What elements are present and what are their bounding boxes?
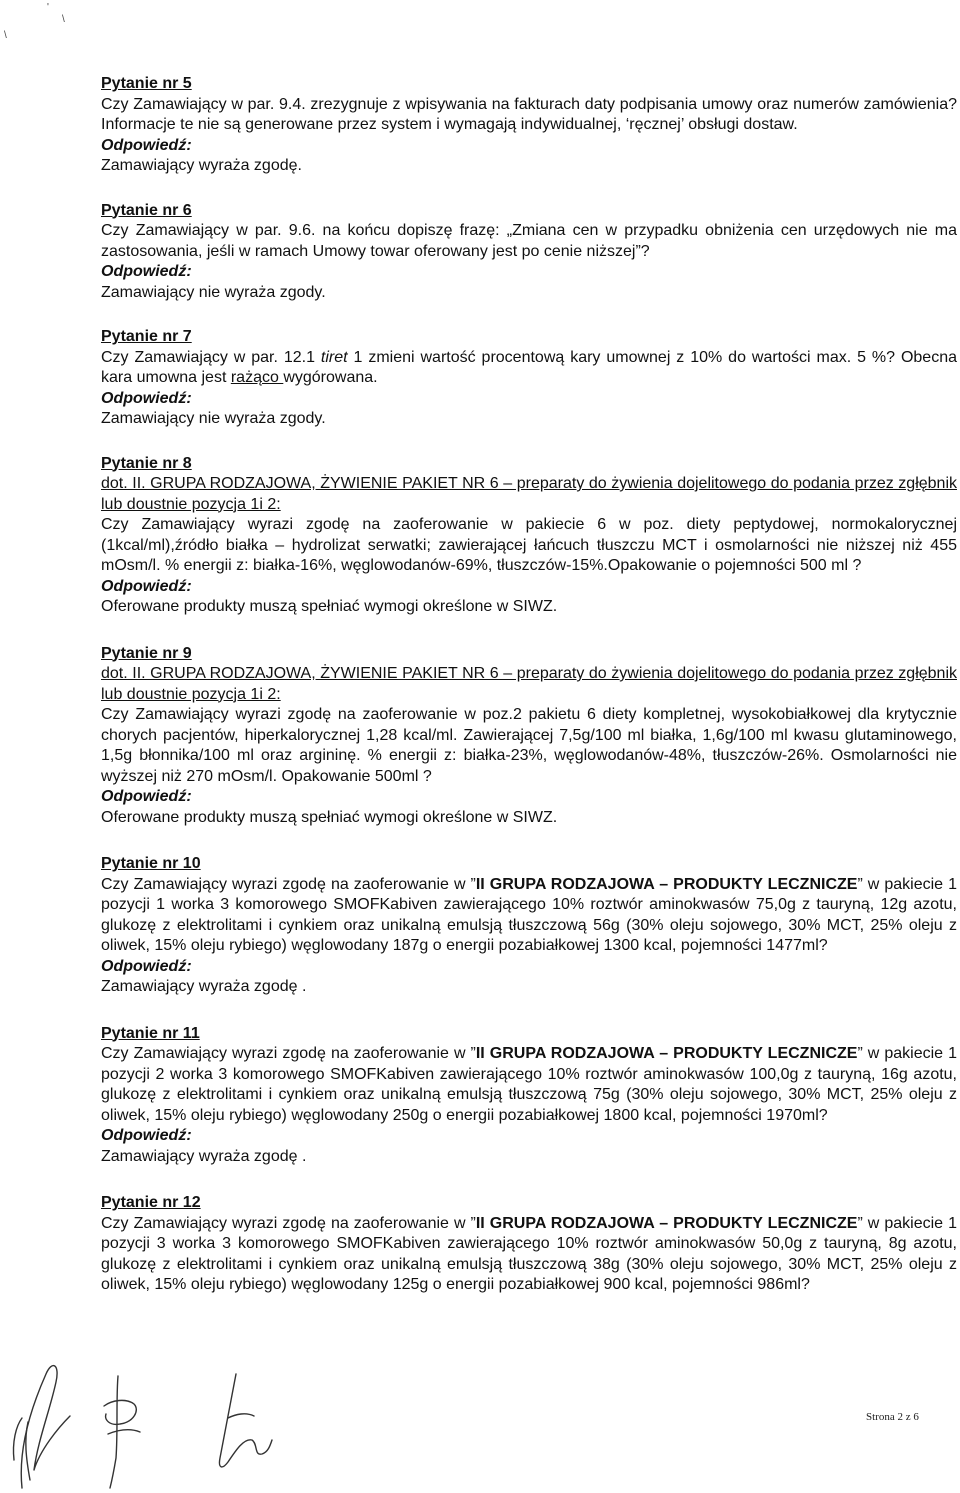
question-body: Czy Zamawiający w par. 9.6. na końcu dopiszę frazę: „Zmiana cen w przypadku obniżenia cen urzędowych nie ma zastosowania, jeśli w ramach Umowy towar oferowany jest po cenie niższej”? — [101, 222, 957, 260]
body-part: wygórowana. — [283, 369, 378, 386]
question-heading: Pytanie nr 5 — [101, 75, 192, 92]
question-body: Czy Zamawiający w par. 9.4. zrezygnuje z wpisywania na fakturach daty podpisania umowy oraz numerów zamówienia? Informacje te nie są generowane przez system i wymagają indywidualnej, ‘ręcznej’ obsługi dostaw. — [101, 95, 957, 133]
scan-mark: \ — [4, 30, 7, 41]
answer-text: Zamawiający wyraża zgodę . — [101, 1147, 307, 1165]
body-italic: tiret — [320, 348, 348, 366]
question-heading: Pytanie nr 11 — [101, 1024, 200, 1042]
question-body: Czy Zamawiający wyrazi zgodę na zaoferowanie w poz.2 pakietu 6 diety kompletnej, wysokobiałkowej dla krytycznie chorych pacjentów, hiperkalorycznej 1,28 kcal/ml. Zawierającej 7,5g/100 ml białka, 1,6g/100 ml kwasu glutaminowego, 1,5g błonnika/100 ml oraz argininę. % energii z: białka-23%, węglowodanów-48%, tłuszczów-26%. Osmolarności nie wyższej niż 270 mOsm/l. Opakowanie 500ml ? — [101, 706, 957, 785]
page-number: Strona 2 z 6 — [866, 1411, 919, 1423]
question-9 — [101, 644, 957, 829]
question-reference: dot. II. GRUPA RODZAJOWA, ŻYWIENIE PAKIET NR 6 – preparaty do żywienia dojelitowego do podania przez zgłębnik lub doustnie pozycja 1i 2: — [101, 475, 957, 513]
answer-text: Zamawiający nie wyraża zgody. — [101, 410, 326, 427]
question-body — [101, 348, 957, 389]
answer-label: Odpowiedź: — [101, 788, 192, 805]
question-11 — [101, 1024, 957, 1168]
question-body — [101, 1044, 957, 1126]
answer-label: Odpowiedź: — [101, 1127, 192, 1144]
body-part: ” w pakiecie 1 pozycji 2 worka 3 komorowego SMOFKabiven zawierającego 10% roztwór aminokwasów 100,0g z tauryną, 16g azotu, glukozę z elektrolitami i cynkiem oraz unikalną emulsją tłuszczową 75g (30% oleju sojowego, 30% MCT, 25% oleju z oliwek, 15% oleju rybiego) węglowodany 250g o energii pozabiałkowej 1800 kcal, pojemności 1970ml? — [101, 1045, 957, 1124]
question-10 — [101, 854, 957, 998]
question-reference: dot. II. GRUPA RODZAJOWA, ŻYWIENIE PAKIET NR 6 – preparaty do żywienia dojelitowego do podania przez zgłębnik lub doustnie pozycja 1i 2: — [101, 665, 957, 703]
question-12 — [101, 1193, 957, 1296]
question-7 — [101, 327, 957, 430]
question-heading: Pytanie nr 7 — [101, 328, 192, 345]
answer-label: Odpowiedź: — [101, 136, 192, 154]
answer-label: Odpowiedź: — [101, 957, 192, 975]
answer-text: Zamawiający nie wyraża zgody. — [101, 283, 326, 301]
answer-text: Zamawiający wyraża zgodę. — [101, 157, 302, 174]
question-8 — [101, 454, 957, 618]
body-part: ” w pakiecie 1 pozycji 3 worka 3 komorowego SMOFKabiven zawierającego 10% roztwór aminokwasów 50,0g z tauryną, 8g azotu, glukozę z elektrolitami i cynkiem oraz unikalną emulsją tłuszczową 38g (30% oleju sojowego, 30% MCT, 25% oleju z oliwek, 15% oleju rybiego) węglowodany 125g o energii pozabiałkowej 900 kcal, pojemności 986ml? — [101, 1214, 957, 1293]
question-body — [101, 875, 957, 957]
question-body: Czy Zamawiający wyrazi zgodę na zaoferowanie w pakiecie 6 w poz. diety peptydowej, normokalorycznej (1kcal/ml),źródło białka – hydrolizat serwatki; zawierającej łańcuch tłuszczu MCT i osmolarności nie niższej niż 455 mOsm/l. % energii z: białka-16%, węglowodanów-69%, tłuszczów-15%.Opakowanie o pojemności 500 ml ? — [101, 516, 957, 574]
question-heading: Pytanie nr 6 — [101, 201, 192, 219]
body-underlined: rażąco — [230, 369, 284, 386]
question-5 — [101, 74, 957, 177]
body-part: Czy Zamawiający w par. 12.1 — [101, 348, 321, 366]
answer-label: Odpowiedź: — [101, 577, 192, 595]
body-part: ” w pakiecie 1 pozycji 1 worka 3 komorowego SMOFKabiven zawierającego 10% roztwór aminokwasów 75,0g z tauryną, 12g azotu, glukozę z elektrolitami i cynkiem oraz unikalną emulsją tłuszczową 56g (30% oleju sojowego, 30% MCT, 25% oleju z oliwek, 15% oleju rybiego) węglowodany 187g o energii pozabiałkowej 1300 kcal, pojemności 1477ml? — [101, 875, 957, 954]
body-part: Czy Zamawiający wyrazi zgodę na zaoferowanie w ” — [101, 1214, 476, 1232]
answer-text: Oferowane produkty muszą spełniać wymogi określone w SIWZ. — [101, 598, 558, 615]
body-bold: II GRUPA RODZAJOWA – PRODUKTY LECZNICZE — [475, 1214, 858, 1232]
question-heading: Pytanie nr 8 — [101, 454, 192, 472]
answer-text: Zamawiający wyraża zgodę . — [101, 978, 307, 995]
answer-label: Odpowiedź: — [101, 263, 192, 280]
question-6 — [101, 201, 957, 304]
body-bold: II GRUPA RODZAJOWA – PRODUKTY LECZNICZE — [475, 875, 858, 893]
answer-text: Oferowane produkty muszą spełniać wymogi określone w SIWZ. — [101, 808, 558, 826]
document-content — [101, 74, 957, 1296]
handwritten-signature — [0, 1330, 400, 1493]
scan-mark: \ — [62, 14, 65, 25]
body-part: Czy Zamawiający wyrazi zgodę na zaoferowanie w ” — [101, 875, 476, 893]
question-heading: Pytanie nr 9 — [101, 644, 192, 662]
body-bold: II GRUPA RODZAJOWA – PRODUKTY LECZNICZE — [475, 1045, 858, 1062]
question-body — [101, 1214, 957, 1296]
body-part: Czy Zamawiający wyrazi zgodę na zaoferowanie w ” — [101, 1045, 476, 1062]
question-heading: Pytanie nr 12 — [101, 1194, 201, 1211]
body-part: 1 zmieni wartość procentową kary umownej z 10% do wartości max. 5 %? Obecna kara umowna jest — [101, 348, 957, 386]
question-heading: Pytanie nr 10 — [101, 855, 201, 872]
scan-mark: ' — [47, 2, 49, 13]
answer-label: Odpowiedź: — [101, 389, 192, 407]
